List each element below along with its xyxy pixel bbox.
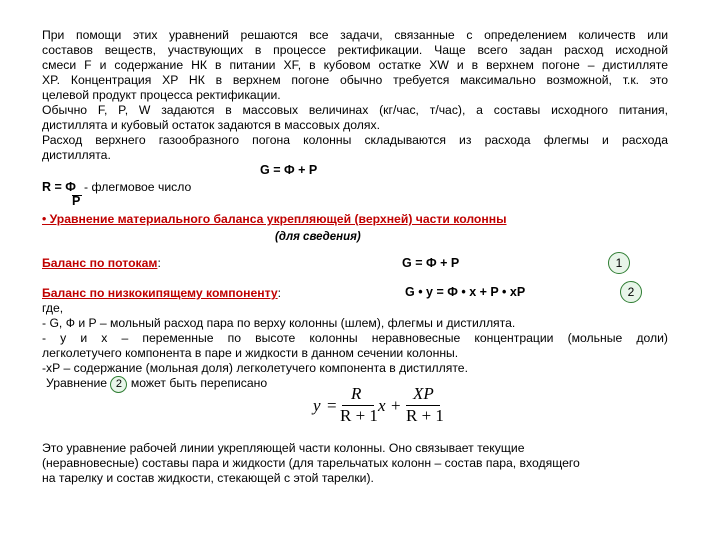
- text-line: дистиллята и кубовый остаток задаются в массовых долях.: [42, 118, 380, 132]
- text-line: При помощи этих уравнений решаются все задачи, связанные с определением количеств или: [42, 28, 668, 42]
- equation-number-badge: 2: [110, 376, 127, 393]
- equation-number-badge: 1: [608, 252, 630, 274]
- equation-number-badge: 2: [620, 281, 642, 303]
- text-line: на тарелку и состав жидкости, стекающей с этой тарелки).: [42, 471, 374, 485]
- text-line: Обычно F, P, W задаются в массовых величинах (кг/час, т/час), а составы исходного питания,: [42, 103, 668, 117]
- section-subtitle: (для сведения): [275, 231, 361, 243]
- reflux-ratio-denominator: P: [72, 194, 81, 208]
- text-line: легколетучего компонента в паре и жидкости в данном сечении колонны.: [42, 346, 459, 360]
- text-line: - G, Ф и P – мольный расход пара по верху колонны (шлем), флегмы и дистиллята.: [42, 316, 516, 330]
- balance-lk-label: Баланс по низкокипящему компоненту:: [42, 286, 282, 300]
- section-title: • Уравнение материального баланса укрепляющей (верхней) части колонны: [42, 212, 507, 226]
- text-line: XP. Концентрация XP НК в верхнем погоне обычно требуется максимально возможной, т.к. это: [42, 73, 668, 87]
- reflux-ratio-lhs: R = Ф: [42, 180, 76, 194]
- operating-line-formula: y = R R + 1 x + XP R + 1: [313, 384, 444, 425]
- text-line: - y и x – переменные по высоте колонны неравновесные концентрации (мольные доли): [42, 331, 668, 345]
- text-line: где,: [42, 301, 64, 315]
- text-line: целевой продукт процесса ректификации.: [42, 88, 281, 102]
- balance-flows-label: Баланс по потокам:: [42, 256, 161, 270]
- text-line: смеси F и содержание НК в питании XF, в кубовом остатке XW и в верхнем погоне – дистилляте: [42, 58, 668, 72]
- text-line: Это уравнение рабочей линии укрепляющей части колонны. Оно связывает текущие: [42, 441, 525, 455]
- text-line: (неравновесные) составы пара и жидкости (для тарельчатых колонн – состав пара, входящего: [42, 456, 580, 470]
- text-line: Расход верхнего газообразного погона колонны складываются из расхода флегмы и расхода: [42, 133, 668, 147]
- balance-lk-equation: G • y = Ф • x + P • xP: [405, 285, 526, 299]
- text-line: составов веществ, участвующих в процессе ректификации. Чаще всего задан расход исходной: [42, 43, 668, 57]
- equation-g: G = Ф + P: [260, 163, 318, 177]
- text-line: -xP – содержание (мольная доля) легколетучего компонента в дистилляте.: [42, 361, 468, 375]
- reflux-ratio-text: - флегмовое число: [84, 180, 192, 194]
- rewrite-line: Уравнение 2 может быть переписано: [46, 376, 267, 393]
- text-line: дистиллята.: [42, 148, 111, 162]
- balance-flows-equation: G = Ф + P: [402, 256, 460, 270]
